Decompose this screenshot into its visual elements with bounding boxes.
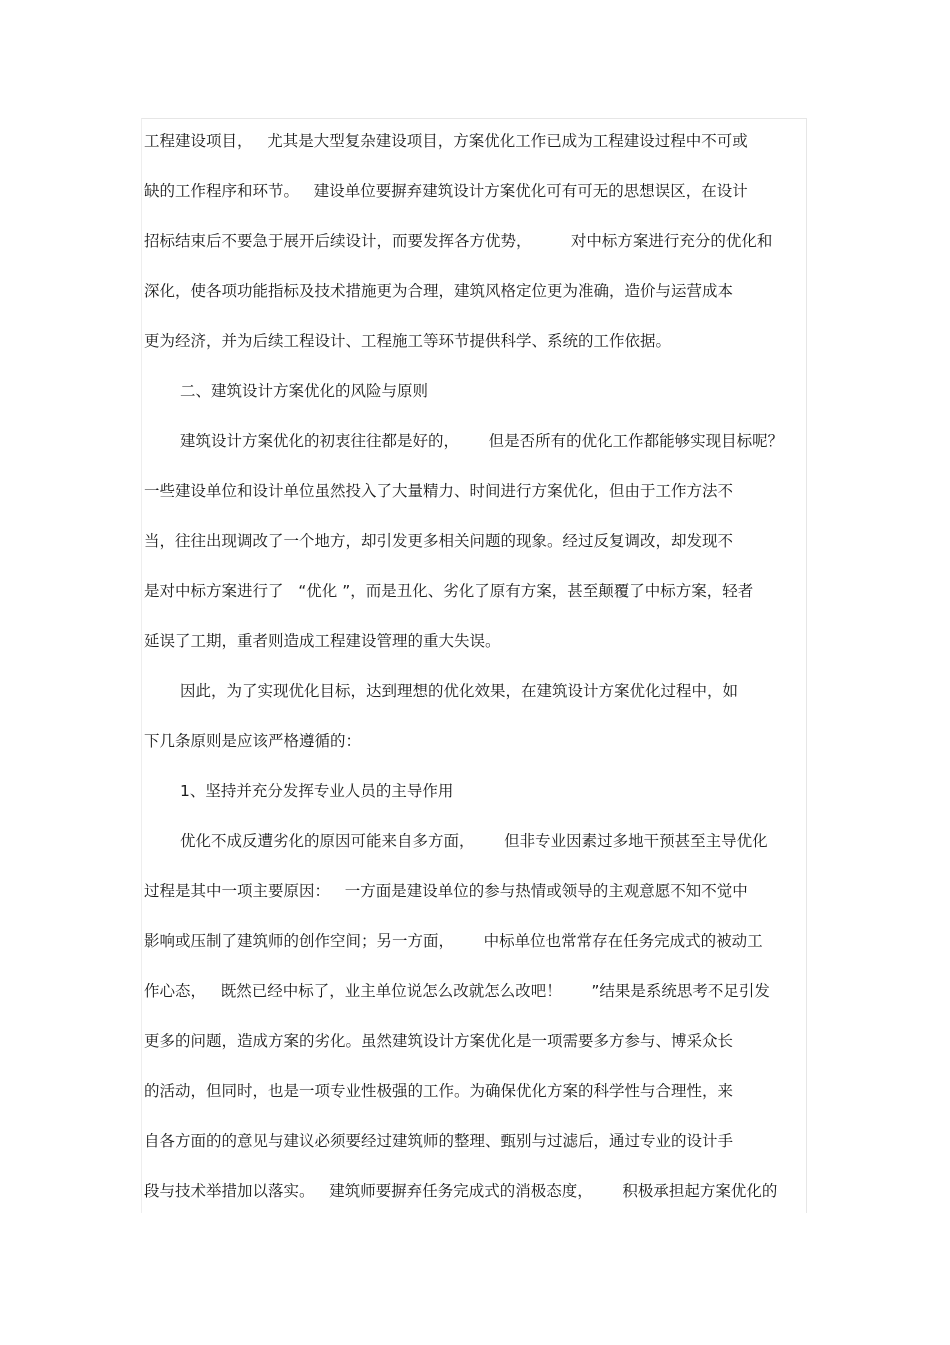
text-line: 因此，为了实现优化目标，达到理想的优化效果，在建筑设计方案优化过程中，如 [180,682,739,700]
text-line: 当，往往出现调改了一个地方，却引发更多相关问题的现象。经过反复调改，却发现不 [144,532,734,550]
text-line: 缺的工作程序和环节。 建设单位要摒弃建筑设计方案优化可有可无的思想误区，在设计 [144,182,748,200]
text-line: 段与技术举措加以落实。 建筑师要摒弃任务完成式的消极态度， 积极承担起方案优化的 [144,1182,778,1200]
subsection-heading: 1、坚持并充分发挥专业人员的主导作用 [180,782,454,800]
section-heading: 二、建筑设计方案优化的风险与原则 [180,382,429,400]
text-line: 深化，使各项功能指标及技术措施更为合理，建筑风格定位更为准确，造价与运营成本 [144,282,734,300]
text-line: 延误了工期，重者则造成工程建设管理的重大失误。 [144,632,501,650]
text-line: 作心态， 既然已经中标了，业主单位说怎么改就怎么改吧！ ”结果是系统思考不足引发 [144,982,770,1000]
text-line: 下几条原则是应该严格遵循的： [144,732,362,750]
text-line: 更为经济，并为后续工程设计、工程施工等环节提供科学、系统的工作依据。 [144,332,672,350]
text-line: 是对中标方案进行了 “优化 ”，而是丑化、劣化了原有方案，甚至颠覆了中标方案，轻者 [144,582,754,600]
text-line: 建筑设计方案优化的初衷往往都是好的， 但是否所有的优化工作都能够实现目标呢？ [180,432,784,450]
text-line: 一些建设单位和设计单位虽然投入了大量精力、时间进行方案优化，但由于工作方法不 [144,482,734,500]
text-line: 影响或压制了建筑师的创作空间；另一方面， 中标单位也常常存在任务完成式的被动工 [144,932,763,950]
text-line: 工程建设项目， 尤其是大型复杂建设项目，方案优化工作已成为工程建设过程中不可或 [144,132,748,150]
text-line: 更多的问题，造成方案的劣化。虽然建筑设计方案优化是一项需要多方参与、博采众长 [144,1032,734,1050]
text-line: 招标结束后不要急于展开后续设计，而要发挥各方优势， 对中标方案进行充分的优化和 [144,232,773,250]
text-line: 过程是其中一项主要原因： 一方面是建设单位的参与热情或领导的主观意愿不知不觉中 [144,882,748,900]
text-line: 的活动，但同时，也是一项专业性极强的工作。为确保优化方案的科学性与合理性，来 [144,1082,734,1100]
text-line: 自各方面的的意见与建议必须要经过建筑师的整理、甄别与过滤后，通过专业的设计手 [144,1132,734,1150]
text-line: 优化不成反遭劣化的原因可能来自多方面， 但非专业因素过多地干预甚至主导优化 [180,832,768,850]
